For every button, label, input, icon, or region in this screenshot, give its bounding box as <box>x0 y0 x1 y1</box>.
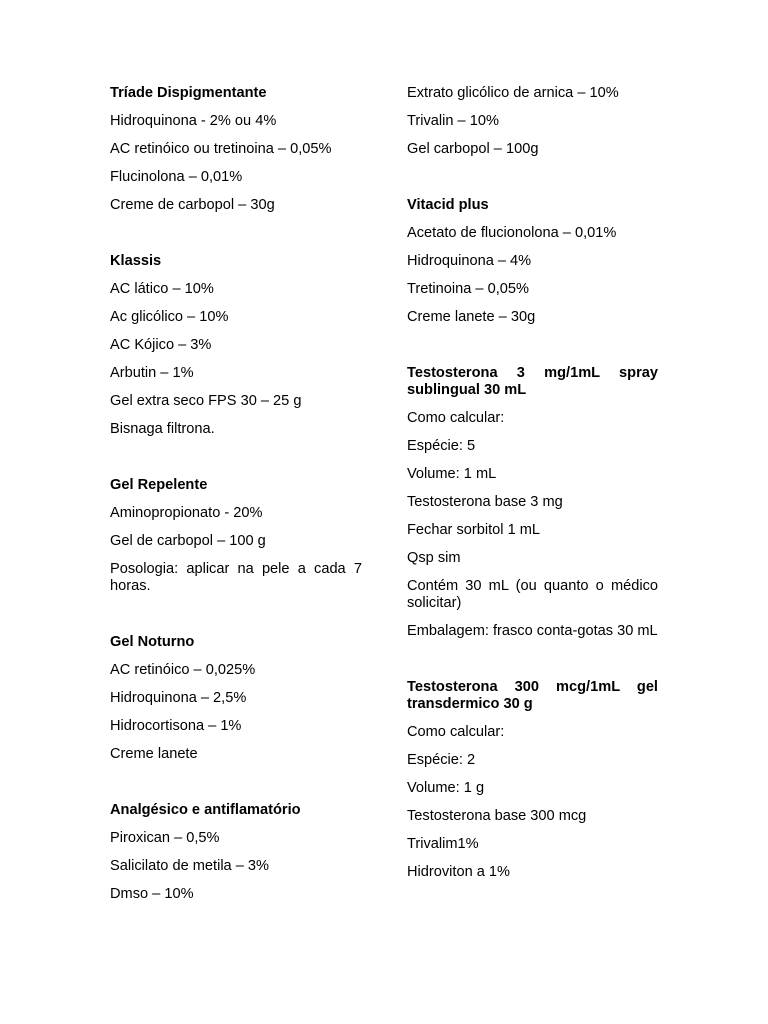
text-line: AC retinóico ou tretinoina – 0,05% <box>110 141 332 157</box>
spacer <box>110 774 362 802</box>
section-title: Vitacid plus <box>407 197 489 213</box>
text-line: Acetato de flucionolona – 0,01% <box>407 225 617 241</box>
section-title: Gel Noturno <box>110 634 195 650</box>
text-line: Trivalin – 10% <box>407 113 499 129</box>
right-column <box>407 85 658 892</box>
spacer <box>407 337 658 365</box>
text-line: Contém 30 mL (ou quanto o médico solicitar) <box>407 578 658 611</box>
section-title: Klassis <box>110 253 162 269</box>
text-line: Hidrocortisona – 1% <box>110 718 242 734</box>
section-title: Analgésico e antiflamatório <box>110 802 301 818</box>
section-title: Testosterona 3 mg/1mL spray sublingual 30 mL <box>407 365 658 398</box>
text-line: Arbutin – 1% <box>110 365 194 381</box>
text-line: Gel de carbopol – 100 g <box>110 533 266 549</box>
text-line: Qsp sim <box>407 550 461 566</box>
text-line: Aminopropionato - 20% <box>110 505 263 521</box>
text-line: AC Kójico – 3% <box>110 337 212 353</box>
text-line: Posologia: aplicar na pele a cada 7 horas. <box>110 561 362 594</box>
text-line: AC retinóico – 0,025% <box>110 662 256 678</box>
section-title: Testosterona 300 mcg/1mL gel transdermico 30 g <box>407 679 658 712</box>
spacer <box>110 449 362 477</box>
text-line: Piroxican – 0,5% <box>110 830 220 846</box>
text-line: Gel extra seco FPS 30 – 25 g <box>110 393 302 409</box>
spacer <box>110 606 362 634</box>
text-line: Fechar sorbitol 1 mL <box>407 522 541 538</box>
text-line: Salicilato de metila – 3% <box>110 858 269 874</box>
spacer <box>407 651 658 679</box>
text-line: Volume: 1 g <box>407 780 485 796</box>
text-line: Espécie: 2 <box>407 752 476 768</box>
text-line: Ac glicólico – 10% <box>110 309 229 325</box>
text-line: Hidroquinona – 4% <box>407 253 532 269</box>
text-line: Creme lanete – 30g <box>407 309 536 325</box>
text-line: Flucinolona – 0,01% <box>110 169 243 185</box>
text-line: Embalagem: frasco conta-gotas 30 mL <box>407 623 658 639</box>
text-line: Creme lanete <box>110 746 198 762</box>
spacer <box>110 225 362 253</box>
text-line: Espécie: 5 <box>407 438 476 454</box>
text-line: Dmso – 10% <box>110 886 194 902</box>
spacer <box>407 169 658 197</box>
text-line: Hidroquinona - 2% ou 4% <box>110 113 277 129</box>
text-line: Tretinoina – 0,05% <box>407 281 529 297</box>
text-line: Como calcular: <box>407 724 505 740</box>
text-line: Bisnaga filtrona. <box>110 421 215 437</box>
text-line: Trivalim1% <box>407 836 479 852</box>
text-line: Creme de carbopol – 30g <box>110 197 275 213</box>
text-line: Hidroquinona – 2,5% <box>110 690 247 706</box>
section-title: Gel Repelente <box>110 477 208 493</box>
text-line: Extrato glicólico de arnica – 10% <box>407 85 619 101</box>
section-title: Tríade Dispigmentante <box>110 85 267 101</box>
text-line: Testosterona base 3 mg <box>407 494 563 510</box>
text-line: AC lático – 10% <box>110 281 214 297</box>
text-line: Volume: 1 mL <box>407 466 497 482</box>
text-line: Hidroviton a 1% <box>407 864 511 880</box>
left-column <box>110 85 362 914</box>
text-line: Testosterona base 300 mcg <box>407 808 587 824</box>
text-line: Gel carbopol – 100g <box>407 141 539 157</box>
text-line: Como calcular: <box>407 410 505 426</box>
